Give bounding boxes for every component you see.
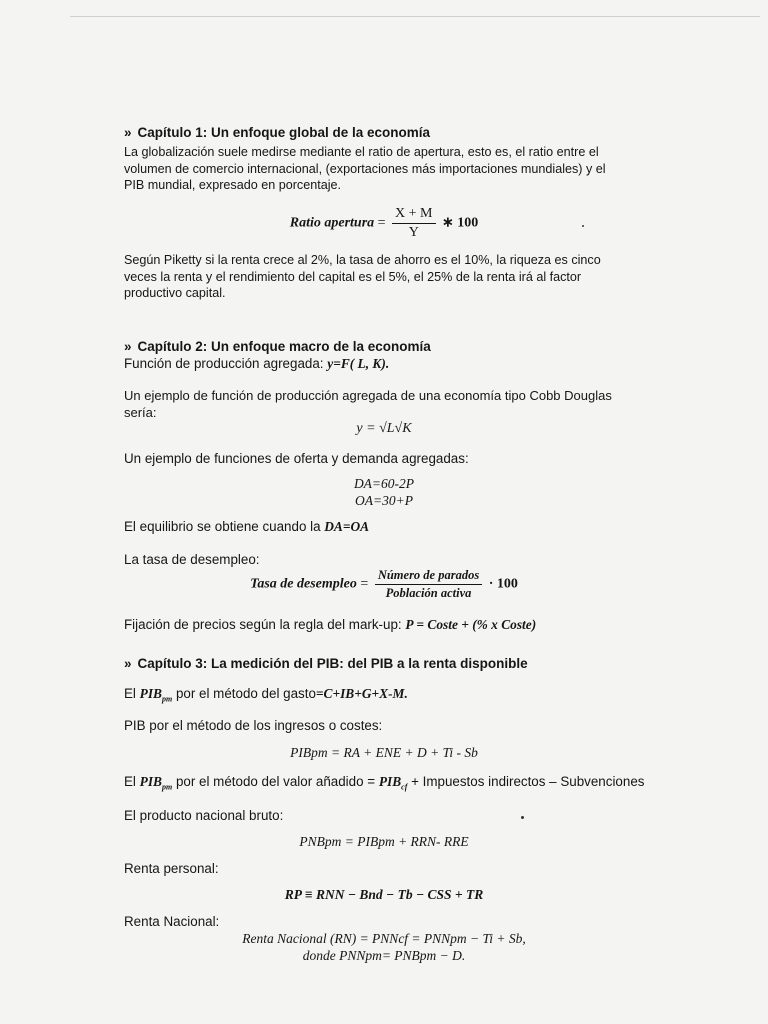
production-function-line: Función de producción agregada: y=F( L, K). xyxy=(124,356,390,371)
pib-valor-anadido-line: El $PIB_{pm}$ por el método del valor añadido = $PIB_{cf}$ + Impuestos indirectos – Subvenciones xyxy=(124,774,645,792)
markup-line: Fijación de precios según la regla del mark-up: P = Coste + (% x Coste) xyxy=(124,617,537,632)
renta-nacional-formula: Renta Nacional (RN) = PNNcf = PNNpm − Ti + Sb, xyxy=(242,931,526,946)
equilibrium-line: El equilibrio se obtiene cuando la DA=OA xyxy=(124,519,370,534)
pib-ingresos-formula: PIBpm = RA + ENE + D + Ti - Sb xyxy=(290,745,478,760)
chevron-icon: » xyxy=(124,339,132,354)
renta-nacional-label: Renta Nacional: xyxy=(124,914,220,929)
scan-edge-line xyxy=(70,16,760,17)
scan-speck xyxy=(582,225,584,227)
unemployment-label: La tasa de desempleo: xyxy=(124,552,260,567)
chapter-2-heading: » Capítulo 2: Un enfoque macro de la economía xyxy=(124,339,431,354)
pib-ingresos-text: PIB por el método de los ingresos o costes: xyxy=(124,718,383,733)
aggregate-demand-formula: DA=60-2P xyxy=(353,476,415,491)
aggregate-supply-formula: OA=30+P xyxy=(355,493,413,508)
chevron-icon: » xyxy=(124,125,132,140)
scan-speck xyxy=(521,816,524,819)
chapter-3-heading: » Capítulo 3: La medición del PIB: del PIB a la renta disponible xyxy=(124,656,528,671)
cobb-douglas-text: Un ejemplo de función de producción agregada de una economía tipo Cobb Douglas sería: xyxy=(124,388,612,420)
cobb-douglas-formula: y = √L√K xyxy=(356,421,412,436)
renta-personal-label: Renta personal: xyxy=(124,861,219,876)
pnn-definition-formula: donde PNNpm= PNBpm − D. xyxy=(302,948,466,963)
pnb-label: El producto nacional bruto: xyxy=(124,808,284,823)
renta-personal-formula: RP ≡ RNN − Bnd − Tb − CSS + TR xyxy=(284,887,484,902)
unemployment-formula: Tasa de desempleo = $\frac{\text{Número de parados}}{\text{Población activa}}$ · 100 xyxy=(250,568,518,600)
chevron-icon: » xyxy=(124,656,132,671)
chapter-1-paragraph: La globalización suele medirse mediante el ratio de apertura, esto es, el ratio entre el volumen de comercio internacional, (exportaciones más importaciones mundiales) y el PIB mundial, expresado en porcentaje. xyxy=(124,145,606,192)
pib-gasto-line: El $PIB_{pm}$ por el método del gasto=C+IB+G+X-M. xyxy=(124,686,408,704)
supply-demand-text: Un ejemplo de funciones de oferta y demanda agregadas: xyxy=(124,451,469,466)
chapter-1-heading: » Capítulo 1: Un enfoque global de la economía xyxy=(124,125,431,140)
pnb-formula: PNBpm = PIBpm + RRN- RRE xyxy=(299,834,469,849)
ratio-apertura-formula: Ratio apertura = $\frac{X + M}{Y}$ ∗ 100 xyxy=(289,206,479,240)
piketty-paragraph: Según Piketty si la renta crece al 2%, la tasa de ahorro es el 10%, la riqueza es cinco veces la renta y el rendimiento del capital es el 5%, el 25% de la renta irá al factor productivo capital. xyxy=(124,253,601,300)
